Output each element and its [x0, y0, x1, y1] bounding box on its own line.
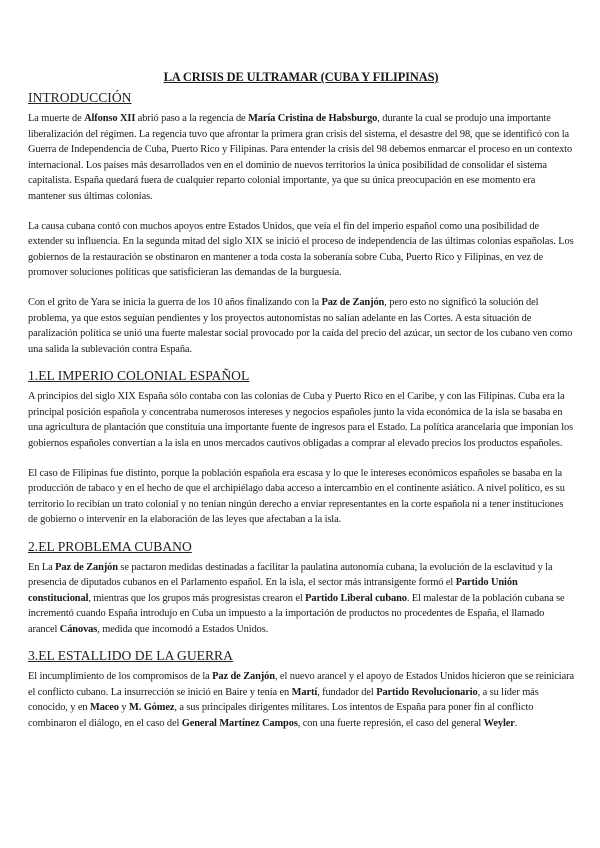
bold-term: Alfonso XII	[84, 113, 136, 124]
section-heading-imperio-colonial: 1.EL IMPERIO COLONIAL ESPAÑOL	[28, 368, 250, 383]
bold-term: Partido Unión constitucional	[28, 577, 518, 604]
bold-term: Paz de Zanjón	[55, 561, 118, 573]
text-run: . El malestar de la población cubana se incrementó cuando España introdujo en Cuba un impuesto a la importación de productos no procedentes de España, el llamado arancel	[28, 592, 565, 635]
section-heading-problema-cubano: 2.EL PROBLEMA CUBANO	[28, 538, 192, 554]
section-heading-introduccion: INTRODUCCIÓN	[28, 90, 132, 105]
bold-term: M. Gómez	[129, 702, 175, 713]
text-run: , a sus principales dirigentes militares. Los intentos de España para poner fin al conflicto combinaron el diálogo, en el caso del	[28, 702, 534, 729]
text-run: abrió paso a la regencia de	[135, 113, 249, 124]
document-title: LA CRISIS DE ULTRAMAR (CUBA Y FILIPINAS)	[163, 70, 439, 84]
bold-term: Paz de Zanjón	[321, 297, 385, 308]
paragraph	[28, 560, 574, 638]
text-run: , mientras que los grupos más progresistas crearon el	[88, 592, 306, 604]
bold-term: Martí	[291, 686, 318, 698]
text-run: La muerte de	[28, 113, 85, 124]
text-run: , pero esto no significó la solución del problema, ya que estos seguían pendientes y los proyectos autonomistas no salían adelante en las Cortes. A esta situación de paralización política se unió una fuerte malestar social provocado por la caída del precio del azúcar, un sector de los cubano ven como una salida la sublevación contra España.	[28, 297, 573, 355]
bold-term: María Cristina de Habsburgo	[248, 113, 378, 124]
text-run: y	[118, 702, 129, 713]
bold-term: Maceo	[89, 702, 119, 713]
text-run: El caso de Filipinas fue distinto, porque la población española era escasa y lo que le intereses económicos españoles se basaba en la producción de tabaco y en el hecho de que el archipiélago daba acceso a intercambio en el continente asiático. A nivel político, es su territorio lo recibían un trato colonial y no tenían ningún derecho a enviar representantes en la corte española ni a tener instituciones de gobierno o intervenir en la elaboración de las leyes que afectaban a la isla.	[28, 467, 565, 525]
text-run: , fundador del	[317, 686, 377, 698]
text-run: se pactaron medidas destinadas a facilitar la paulatina autonomía cubana, la evolución de la esclavitud y la presencia de diputados cubanos en el Parlamento español. En la isla, el sector más intransigente formó el	[28, 561, 553, 588]
text-run: La causa cubana contó con muchos apoyos entre Estados Unidos, que veía el fin del imperio español como una posibilidad de extender su influencia. En la segunda mitad del siglo XIX se inició el proceso de independencia de las últimas colonias españolas. Los gobiernos de la restauración se obstinaron en mantener a toda costa la soberanía sobre Cuba, Puerto Rico y Filipinas, en vez de promover soluciones políticas que satisficieran las demandas de la burguesía.	[28, 220, 574, 278]
document-page	[28, 68, 574, 731]
paragraph	[28, 669, 574, 731]
text-run: , medida que incomodó a Estados Unidos.	[97, 623, 269, 635]
bold-term: Paz de Zanjón	[212, 671, 275, 682]
text-run: El incumplimiento de los compromisos de la	[28, 671, 213, 682]
bold-term: Weyler	[483, 717, 515, 729]
paragraph	[28, 111, 574, 204]
bold-term: Partido Liberal cubano	[305, 592, 407, 604]
bold-term: Cánovas	[59, 623, 98, 635]
bold-term: Partido Revolucionario	[376, 686, 478, 698]
paragraph	[28, 466, 574, 528]
bold-term: General Martínez Campos	[181, 717, 298, 729]
text-run: .	[514, 717, 518, 729]
text-run: , el nuevo arancel y el apoyo de Estados Unidos hicieron que se reiniciara el conflicto cubano. La insurrección se inició en Baire y tenía en	[28, 671, 574, 698]
text-run: En La	[28, 561, 56, 573]
text-run: Con el grito de Yara se inicia la guerra de los 10 años finalizando con la	[28, 297, 322, 308]
paragraph	[28, 295, 574, 357]
paragraph	[28, 219, 574, 281]
text-run: , durante la cual se produjo una importante liberalización del régimen. La regencia tuvo que afrontar la primera gran crisis del sistema, el desastre del 98, que se identificó con la Guerra de Independencia de Cuba, Puerto Rico y Filipinas. Para entender la crisis del 98 debemos enmarcar el proceso en un contexto internacional. Los países más desarrollados ven en el dominio de nuevos territorios la única posibilidad de consolidar el sistema capitalista. España quedará fuera de cualquier reparto colonial importante, ya que su única preocupación en ese momento era mantener sus últimas colonias.	[28, 113, 573, 202]
text-run: , con una fuerte represión, el caso del general	[297, 717, 484, 729]
paragraph	[28, 389, 574, 451]
section-heading-estallido-guerra: 3.EL ESTALLIDO DE LA GUERRA	[28, 648, 233, 663]
text-run: A principios del siglo XIX España sólo contaba con las colonias de Cuba y Puerto Rico en el Caribe, y con las Filipinas. Cuba era la principal posición española y concentraba numerosos intereses y negocios españoles junto la vida económica de la isla se basaba en una agricultura de plantación que constituía una importante fuente de ingresos para el Estado. La política arancelaria que imponían los gobiernos españoles convertían a la isla en unos mercados cautivos obligadas a comprar al elevado precios los productos españoles.	[28, 391, 574, 449]
text-run: , a su líder más conocido, y en	[28, 686, 539, 713]
